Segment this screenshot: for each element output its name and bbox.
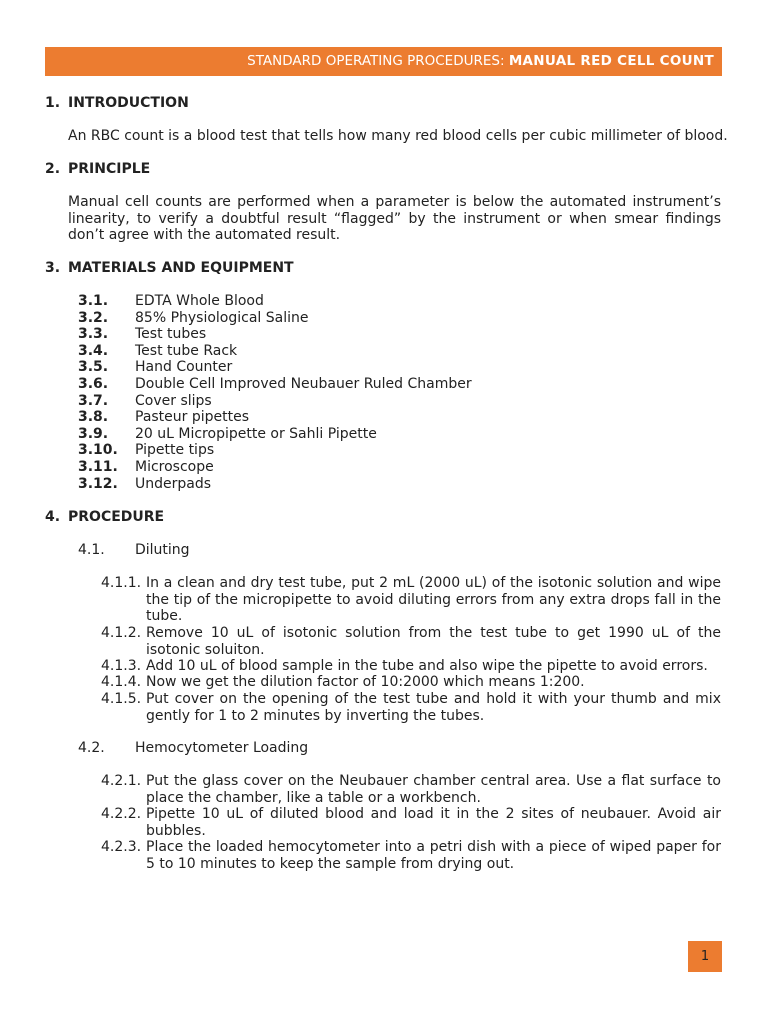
step-number: 4.2.2. <box>101 806 142 822</box>
step-item <box>101 839 721 872</box>
item-number: 3.2. <box>78 309 109 326</box>
step-number: 4.2.1. <box>101 773 142 789</box>
step-text: Put cover on the opening of the test tube and hold it with your thumb and mix gently for 1 to 2 minutes by inverting the tubes. <box>146 691 721 724</box>
list-item <box>78 326 472 343</box>
item-text: 20 uL Micropipette or Sahli Pipette <box>135 425 377 442</box>
list-item <box>78 343 472 360</box>
step-text: Put the glass cover on the Neubauer chamber central area. Use a flat surface to place the chamber, like a table or a workbench. <box>146 773 721 806</box>
subsection-title: Diluting <box>135 542 190 558</box>
list-item <box>78 426 472 443</box>
step-text: Pipette 10 uL of diluted blood and load it in the 2 sites of neubauer. Avoid air bubbles. <box>146 806 721 839</box>
step-item <box>101 806 721 839</box>
step-number: 4.1.3. <box>101 658 142 674</box>
subsection-number: 4.1. <box>78 542 105 558</box>
page-number-badge: 1 <box>688 941 722 972</box>
subsection-title: Hemocytometer Loading <box>135 740 309 756</box>
item-number: 3.9. <box>78 425 109 442</box>
materials-list <box>78 293 472 492</box>
step-text: Add 10 uL of blood sample in the tube and also wipe the pipette to avoid errors. <box>146 658 708 674</box>
item-number: 3.1. <box>78 293 109 309</box>
item-number: 3.6. <box>78 375 109 392</box>
item-text: Hand Counter <box>135 359 233 376</box>
section-heading-principle <box>45 161 150 178</box>
step-item <box>101 625 721 658</box>
item-number: 3.8. <box>78 409 109 426</box>
section-heading-introduction <box>45 95 189 112</box>
step-text: Place the loaded hemocytometer into a petri dish with a piece of wiped paper for 5 to 10 minutes to keep the sample from drying out. <box>146 839 721 872</box>
section-number: 2. <box>45 161 61 177</box>
step-text: In a clean and dry test tube, put 2 mL (2000 uL) of the isotonic solution and wipe the tip of the micropipette to avoid diluting errors from any extra drops fall in the tube. <box>146 575 721 625</box>
list-item <box>78 359 472 376</box>
introduction-text: An RBC count is a blood test that tells how many red blood cells per cubic millimeter of blood. <box>68 128 728 144</box>
list-item <box>78 476 472 493</box>
document-header-bar <box>45 47 722 76</box>
list-item <box>78 310 472 327</box>
list-item <box>78 459 472 476</box>
item-text: Pipette tips <box>135 442 215 459</box>
item-text: Test tube Rack <box>135 342 238 359</box>
step-item <box>101 575 721 625</box>
item-text: Pasteur pipettes <box>135 409 250 426</box>
header-prefix: STANDARD OPERATING PROCEDURES: <box>247 53 509 69</box>
list-item <box>78 442 472 459</box>
step-item <box>101 773 721 806</box>
step-number: 4.1.2. <box>101 625 142 641</box>
item-number: 3.11. <box>78 458 118 475</box>
section-number: 4. <box>45 509 61 525</box>
subsection-number: 4.2. <box>78 740 105 756</box>
item-number: 3.10. <box>78 442 118 459</box>
step-number: 4.1.1. <box>101 575 142 591</box>
principle-text: Manual cell counts are performed when a parameter is below the automated instrument’s linearity, to verify a doubtful result “flagged” by the instrument or when smear findings don’t agree with the automated result. <box>68 194 721 244</box>
section-title: PROCEDURE <box>68 509 165 525</box>
section-title: PRINCIPLE <box>68 161 151 177</box>
item-number: 3.7. <box>78 392 109 409</box>
section-heading-materials <box>45 260 294 277</box>
section-number: 1. <box>45 95 61 111</box>
section-title: INTRODUCTION <box>68 95 189 111</box>
subsection-heading-hemocytometer-loading <box>78 740 308 757</box>
item-text: Test tubes <box>135 326 207 343</box>
step-text: Now we get the dilution factor of 10:2000 which means 1:200. <box>146 674 585 690</box>
item-number: 3.5. <box>78 359 109 376</box>
header-title: MANUAL RED CELL COUNT <box>508 53 714 69</box>
item-text: EDTA Whole Blood <box>135 293 264 309</box>
step-number: 4.1.5. <box>101 691 142 707</box>
list-item <box>78 409 472 426</box>
item-text: Cover slips <box>135 392 212 409</box>
section-title: MATERIALS AND EQUIPMENT <box>68 260 294 276</box>
section-heading-procedure <box>45 509 164 526</box>
step-number: 4.2.3. <box>101 839 142 855</box>
step-item <box>101 691 721 724</box>
step-text: Remove 10 uL of isotonic solution from the test tube to get 1990 uL of the isotonic soluiton. <box>146 625 721 658</box>
step-item <box>101 674 721 691</box>
list-item <box>78 376 472 393</box>
item-number: 3.3. <box>78 326 109 343</box>
step-number: 4.1.4. <box>101 674 142 690</box>
item-text: Double Cell Improved Neubauer Ruled Chamber <box>135 375 472 392</box>
item-number: 3.4. <box>78 342 109 359</box>
item-number: 3.12. <box>78 475 118 492</box>
section-number: 3. <box>45 260 61 276</box>
item-text: Microscope <box>135 458 214 475</box>
step-item <box>101 658 721 675</box>
list-item <box>78 393 472 410</box>
item-text: 85% Physiological Saline <box>135 309 309 326</box>
subsection-heading-diluting <box>78 542 190 559</box>
list-item <box>78 293 472 310</box>
item-text: Underpads <box>135 475 212 492</box>
